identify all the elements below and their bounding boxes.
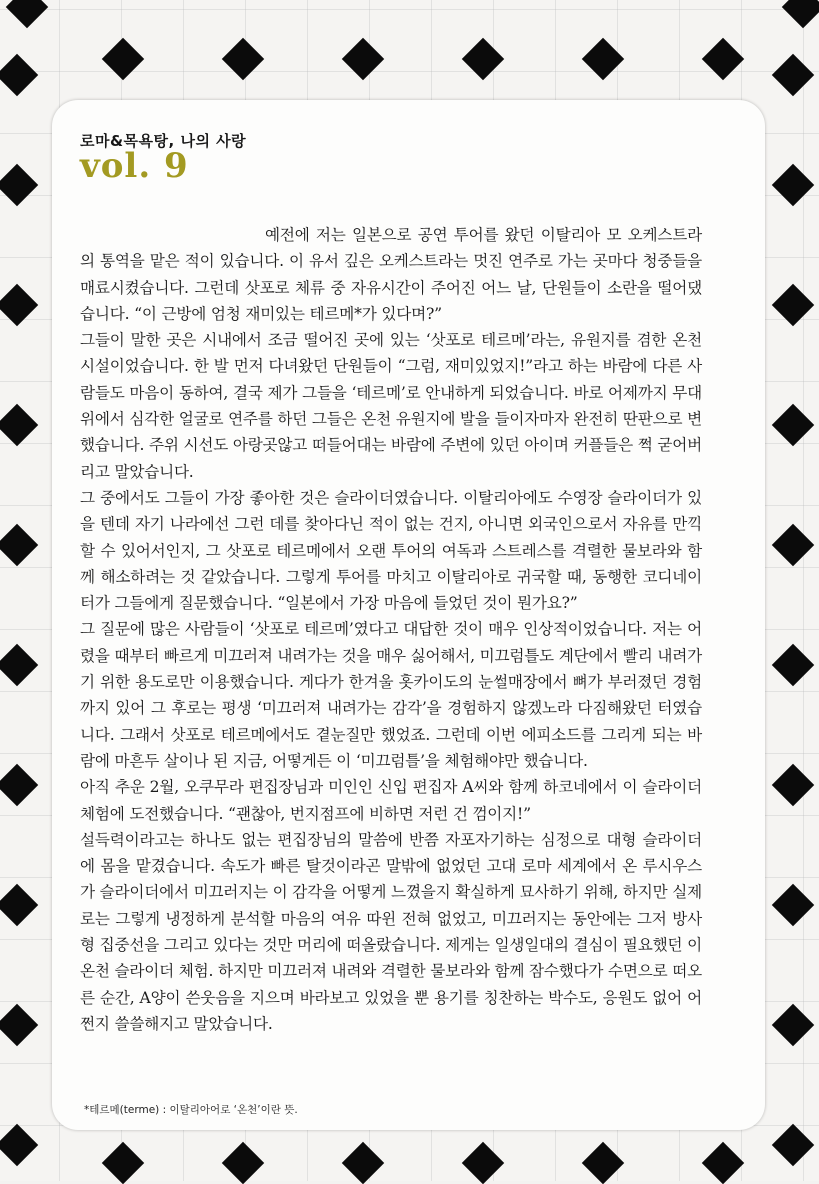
article-body xyxy=(80,222,702,1037)
paragraph: 그 질문에 많은 사람들이 ‘삿포로 테르메’였다고 대답한 것이 매우 인상적이었습니다. 저는 어렸을 때부터 빠르게 미끄러져 내려가는 것을 매우 싫어해서, 미끄럼틀도 계단에서 빨리 내려가기 위한 용도로만 이용했습니다. 게다가 한겨울 홋카이도의 눈썰매장에서 뼈가 부러졌던 경험까지 있어 그 후로는 평생 ‘미끄러져 내려가는 감각’을 경험하지 않겠노라 다짐해왔던 터였습니다. 그래서 삿포로 테르메에서도 곁눈질만 했었죠. 그런데 이번 에피소드를 그리게 되는 바람에 마흔두 살이나 된 지금, 어떻게든 이 ‘미끄럼틀’을 체험해야만 했습니다. xyxy=(80,620,702,770)
footnote: *테르메(terme) : 이탈리아어로 ‘온천’이란 뜻. xyxy=(84,1104,298,1116)
volume-heading: vol. 9 xyxy=(80,146,189,186)
paragraph: 그들이 말한 곳은 시내에서 조금 떨어진 곳에 있는 ‘삿포로 테르메’라는, 유원지를 겸한 온천 시설이었습니다. 한 발 먼저 다녀왔던 단원들이 “그럼, 재미있었지!”라고 하는 바람에 다른 사람들도 마음이 동하여, 결국 제가 그들을 ‘테르메’로 안내하게 되었습니다. 바로 어제까지 무대 위에서 심각한 얼굴로 연주를 하던 그들은 온천 유원지에 발을 들이자마자 완전히 딴판으로 변했습니다. 주위 시선도 아랑곳않고 떠들어대는 바람에 주변에 있던 아이며 커플들은 쩍 굳어버리고 말았습니다. xyxy=(80,331,702,481)
paragraph: 설득력이라고는 하나도 없는 편집장님의 말씀에 반쯤 자포자기하는 심정으로 대형 슬라이더에 몸을 맡겼습니다. 속도가 빠른 탈것이라곤 말밖에 없었던 고대 로마 세계에서 온 루시우스가 슬라이더에서 미끄러지는 이 감각을 어떻게 느꼈을지 확실하게 묘사하기 위해, 하지만 실제로는 그렇게 냉정하게 분석할 마음의 여유 따윈 전혀 없었고, 미끄러지는 동안에는 그저 방사형 집중선을 그리고 있다는 것만 머리에 떠올랐습니다. 제게는 일생일대의 결심이 필요했던 이 온천 슬라이더 체험. 하지만 미끄러져 내려와 격렬한 물보라와 함께 잠수했다가 수면으로 떠오른 순간, A양이 쓴웃음을 지으며 바라보고 있었을 뿐 용기를 칭찬하는 박수도, 응원도 없어 어쩐지 쓸쓸해지고 말았습니다. xyxy=(80,830,702,1033)
paragraph: 그 중에서도 그들이 가장 좋아한 것은 슬라이더였습니다. 이탈리아에도 수영장 슬라이더가 있을 텐데 자기 나라에선 그런 데를 찾아다닌 적이 없는 건지, 아니면 외국인으로서 자유를 만끽할 수 있어서인지, 그 삿포로 테르메에서 오랜 투어의 여독과 스트레스를 격렬한 물보라와 함께 해소하려는 것 같았습니다. 그렇게 투어를 마치고 이탈리아로 귀국할 때, 동행한 코디네이터가 그들에게 질문했습니다. “일본에서 가장 마음에 들었던 것이 뭔가요?” xyxy=(80,488,702,613)
paragraph: 아직 추운 2월, 오쿠무라 편집장님과 미인인 신입 편집자 A씨와 함께 하코네에서 이 슬라이더 체험에 도전했습니다. “괜찮아, 번지점프에 비하면 저런 건 껌이지!” xyxy=(80,778,702,823)
series-title: 로마&목욕탕, 나의 사랑 xyxy=(80,132,247,150)
paragraph: 예전에 저는 일본으로 공연 투어를 왔던 이탈리아 모 오케스트라의 통역을 맡은 적이 있습니다. 이 유서 깊은 오케스트라는 멋진 연주로 가는 곳마다 청중들을 매료시켰습니다. 그런데 삿포로 체류 중 자유시간이 주어진 어느 날, 단원들이 소란을 떨어댔습니다. “이 근방에 엄청 재미있는 테르메*가 있다며?” xyxy=(80,226,702,323)
